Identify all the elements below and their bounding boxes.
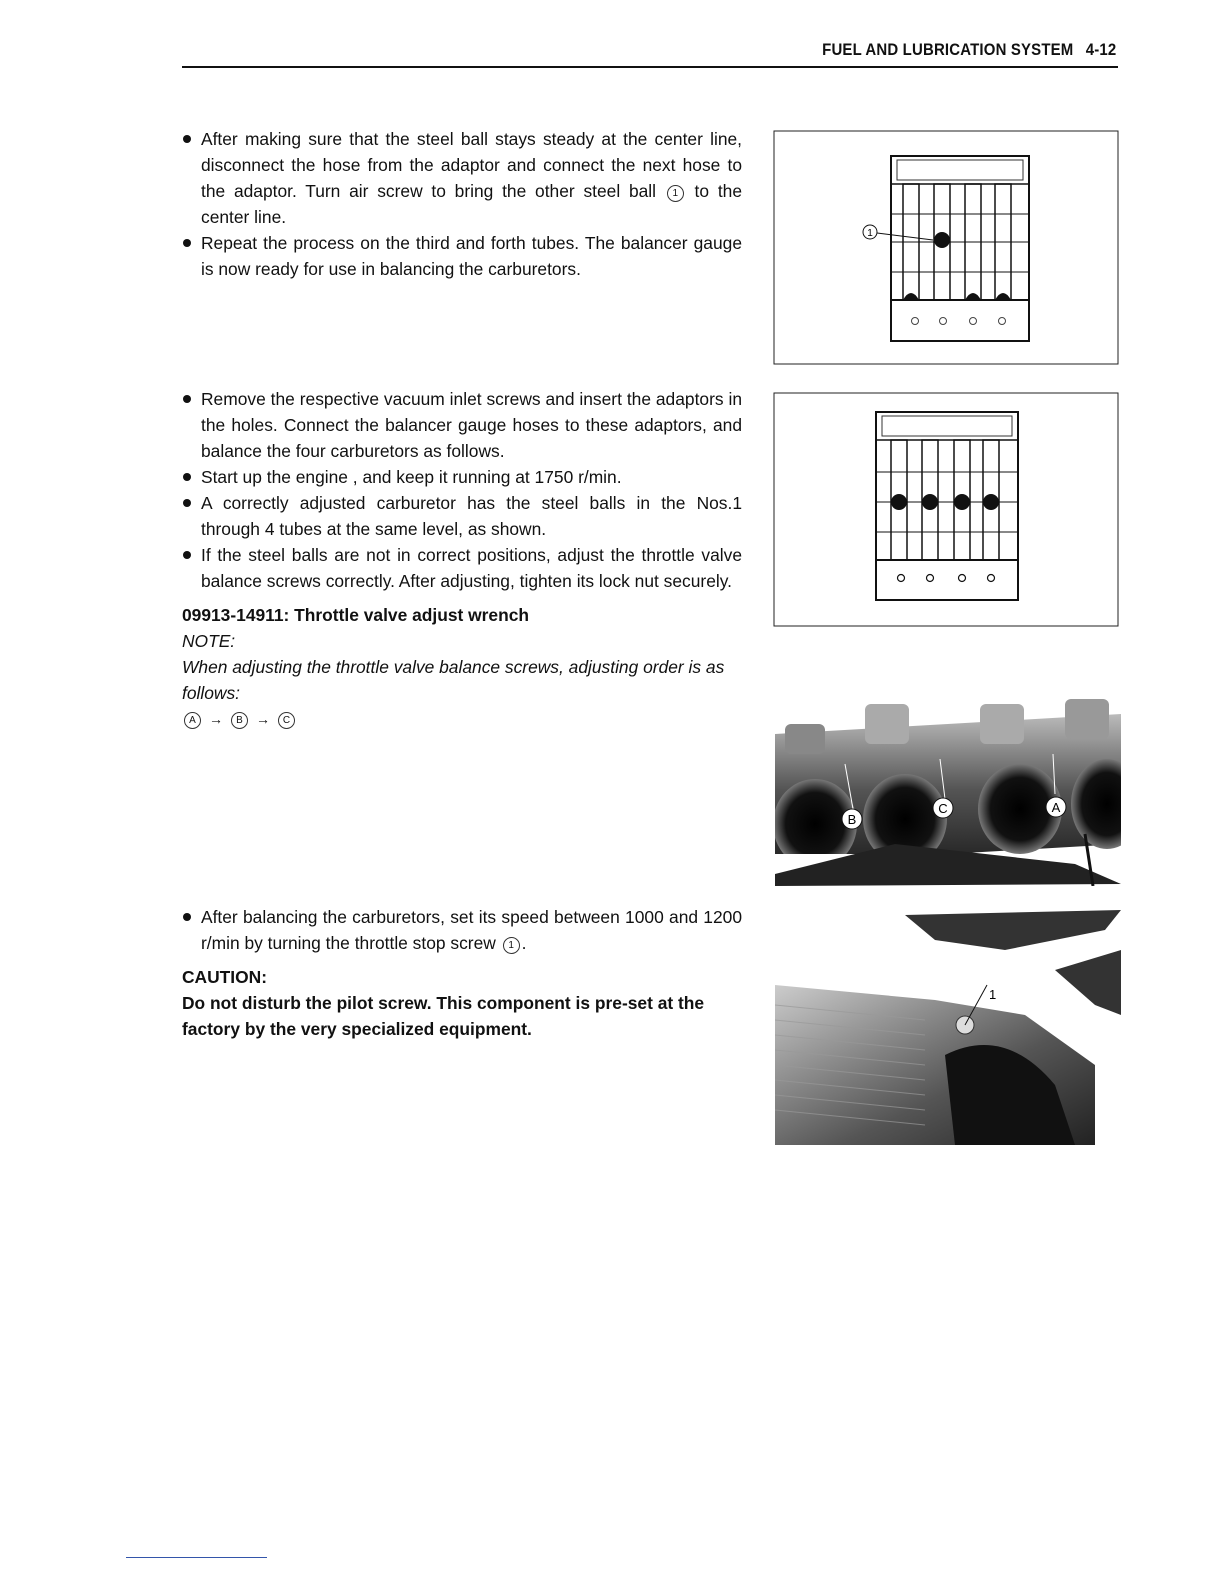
bullet-item: Start up the engine , and keep it running at 1750 r/min. [182,464,742,490]
page-header [182,38,1118,68]
special-tool: 09913-14911: Throttle valve adjust wrench [182,605,530,625]
callout-ref: 1 [667,185,684,202]
arrow-icon: → [256,711,270,727]
order-step: C [278,712,295,729]
order-step: A [184,712,201,729]
callout-label: 1 [867,228,873,239]
bullet-item: Remove the respective vacuum inlet screws and insert the adaptors in the holes. Connect the balancer gauge hoses to these adaptors, and balance the four carburetors as follows. [182,386,742,464]
bullet-item: A correctly adjusted carburetor has the steel balls in the Nos.1 through 4 tubes at the same level, as shown. [182,490,742,542]
section-title: FUEL AND LUBRICATION SYSTEM [821,40,1074,59]
page-number: 4-12 [1085,40,1116,59]
section-3-text [182,904,742,1042]
bullet-item: After balancing the carburetors, set its speed between 1000 and 1200 r/min by turning the throttle stop screw 1 . [182,904,742,956]
footer-rule [126,1557,267,1558]
callout-ref: 1 [503,937,520,954]
photo-callout: 1 [989,987,997,1002]
arrow-icon: → [209,711,223,727]
photo-label-c: C [938,801,948,816]
photo-label-a: A [1051,800,1061,815]
order-step: B [231,712,248,729]
steel-ball [983,494,999,510]
adjust-order [182,706,742,732]
note-label: NOTE: [182,631,236,651]
balancer-gauge-figure-1 [773,130,1121,366]
steel-ball [934,232,950,248]
steel-ball [954,494,970,510]
balancer-gauge-figure-2 [773,392,1121,628]
caution-label: CAUTION: [182,967,268,987]
note-text: When adjusting the throttle valve balance screws, adjusting order is as follows: [182,657,725,703]
bullet-item: If the steel balls are not in correct positions, adjust the throttle valve balance screws correctly. After adjusting, tighten its lock nut securely. [182,542,742,594]
caution-text: Do not disturb the pilot screw. This component is pre-set at the factory by the very specialized equipment. [182,993,705,1039]
bullet-item: After making sure that the steel ball stays steady at the center line, disconnect the hose from the adaptor and connect the next hose to the adaptor. Turn air screw to bring the other steel ball 1 to the center line. [182,126,742,230]
photo-label-b: B [847,812,857,827]
bullet-item: Repeat the process on the third and forth tubes. The balancer gauge is now ready for use in balancing the carburetors. [182,230,742,282]
throttle-stop-screw-photo [775,905,1121,1145]
steel-ball [922,494,938,510]
section-2-text [182,386,742,732]
steel-ball [891,494,907,510]
carburetor-photo [775,694,1121,886]
section-1-text [182,126,742,282]
header-title [822,40,1116,60]
